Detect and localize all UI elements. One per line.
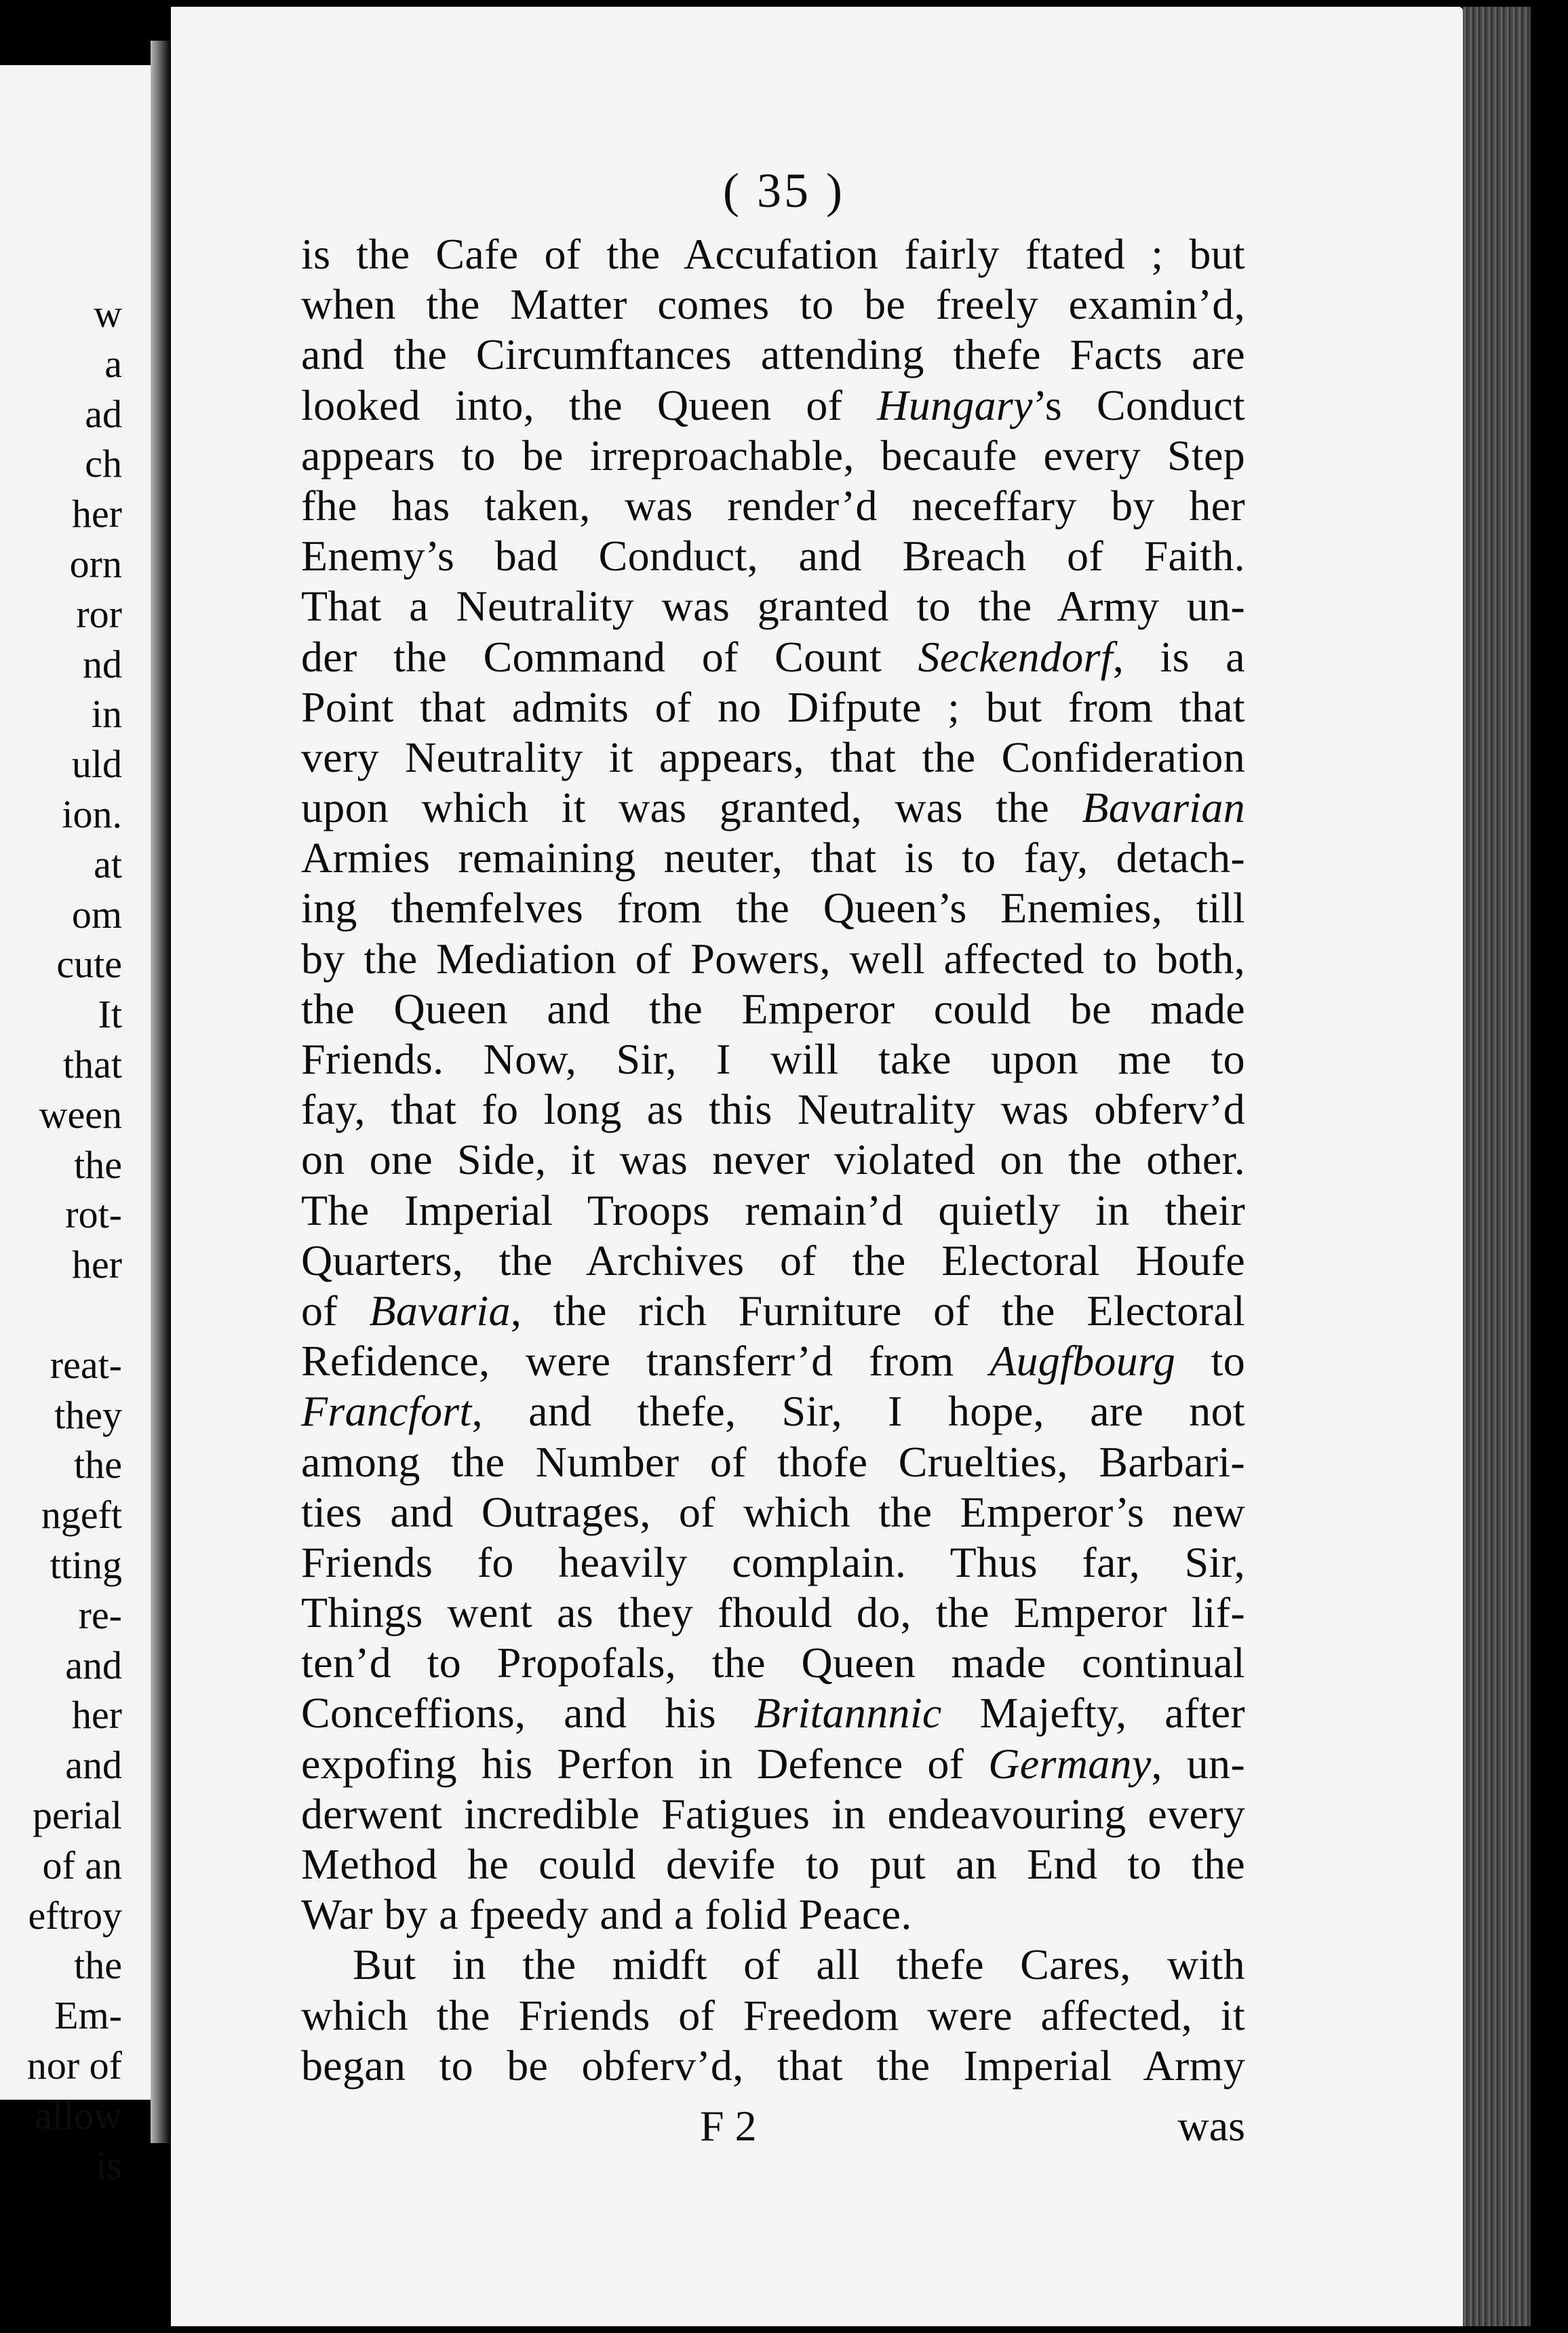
text-line: Point that admits of no Difpute ; but from that bbox=[301, 682, 1245, 731]
text-line: But in the midft of all thefe Cares, with bbox=[353, 1940, 1245, 1989]
text-line: Refidence, were transferr’d from Augfbourg to bbox=[301, 1337, 1245, 1386]
facing-page-line: rot- bbox=[65, 1192, 122, 1237]
gutter-shadow bbox=[151, 41, 171, 2143]
facing-page-line: the bbox=[74, 1943, 122, 1988]
facing-page-line: her bbox=[71, 1693, 122, 1738]
facing-page-line: and bbox=[65, 1743, 122, 1788]
text-line: Quarters, the Archives of the Electoral Houfe bbox=[301, 1236, 1245, 1285]
text-line: looked into, the Queen of Hungary’s Conduct bbox=[301, 380, 1245, 429]
facing-page-line: eftroy bbox=[28, 1893, 122, 1938]
text-line: began to be obferv’d, that the Imperial Army bbox=[301, 2041, 1245, 2090]
facing-page-line: is bbox=[96, 2143, 122, 2188]
facing-page-line: It bbox=[98, 992, 122, 1037]
facing-page-text bbox=[0, 289, 122, 2191]
body-text bbox=[301, 229, 1245, 2091]
facing-page-line: her bbox=[71, 492, 122, 536]
facing-page-line: her bbox=[71, 1242, 122, 1287]
signature-mark: F 2 bbox=[700, 2102, 757, 2150]
page-edges bbox=[1463, 7, 1531, 2326]
facing-page-line: cute bbox=[56, 942, 122, 987]
catchword: was bbox=[1177, 2102, 1245, 2150]
text-line: Armies remaining neuter, that is to fay, detach- bbox=[301, 834, 1245, 882]
facing-page-line: tting bbox=[50, 1542, 122, 1587]
page-footer bbox=[301, 2101, 1245, 2162]
facing-page-line: the bbox=[74, 1443, 122, 1487]
facing-page-line: ngeft bbox=[41, 1493, 122, 1537]
facing-page-fragment bbox=[0, 65, 151, 2188]
text-line: upon which it was granted, was the Bavarian bbox=[301, 783, 1245, 832]
text-line: Conceffions, and his Britannnic Majefty, after bbox=[301, 1689, 1245, 1738]
text-line: when the Matter comes to be freely examin’d, bbox=[301, 280, 1245, 329]
text-line: and the Circumftances attending thefe Facts are bbox=[301, 330, 1245, 379]
text-line: ties and Outrages, of which the Emperor’s new bbox=[301, 1487, 1245, 1536]
text-line: Things went as they fhould do, the Emperor lif- bbox=[301, 1588, 1245, 1637]
facing-page-line: perial bbox=[32, 1792, 122, 1837]
text-line: der the Command of Count Seckendorf, is a bbox=[301, 632, 1245, 681]
facing-page-line: a bbox=[104, 341, 122, 386]
text-line: which the Friends of Freedom were affected, it bbox=[301, 1991, 1245, 2039]
facing-page-line: in bbox=[91, 692, 122, 737]
facing-page-line: uld bbox=[71, 742, 122, 787]
facing-page-line: nor of bbox=[26, 2043, 122, 2087]
text-line: War by a fpeedy and a folid Peace. bbox=[301, 1890, 912, 1939]
facing-page-line: om bbox=[71, 892, 122, 937]
facing-page-line: re- bbox=[78, 1592, 122, 1637]
text-line: ing themfelves from the Queen’s Enemies, till bbox=[301, 884, 1245, 933]
text-line: derwent incredible Fatigues in endeavouring every bbox=[301, 1789, 1245, 1838]
text-line: Method he could devife to put an End to the bbox=[301, 1840, 1245, 1888]
facing-page-line: nd bbox=[83, 642, 122, 686]
text-line: by the Mediation of Powers, well affected to both, bbox=[301, 934, 1245, 983]
text-line: Francfort, and thefe, Sir, I hope, are not bbox=[301, 1387, 1245, 1436]
text-line: That a Neutrality was granted to the Army un- bbox=[301, 582, 1245, 631]
text-line: very Neutrality it appears, that the Confideration bbox=[301, 732, 1245, 781]
facing-page-line: ch bbox=[85, 442, 122, 486]
facing-page-line: allow bbox=[35, 2093, 122, 2138]
facing-page-line: Em- bbox=[54, 1993, 122, 2038]
text-line: fay, that fo long as this Neutrality was obferv’d bbox=[301, 1085, 1245, 1134]
text-line: The Imperial Troops remain’d quietly in their bbox=[301, 1185, 1245, 1234]
facing-page-line: orn bbox=[69, 541, 122, 586]
facing-page-line: they bbox=[54, 1392, 122, 1437]
facing-page-line: ween bbox=[39, 1092, 122, 1137]
text-line: of Bavaria, the rich Furniture of the Electoral bbox=[301, 1286, 1245, 1335]
text-line: ten’d to Propofals, the Queen made continual bbox=[301, 1639, 1245, 1687]
text-line: Friends. Now, Sir, I will take upon me to bbox=[301, 1035, 1245, 1083]
text-line: the Queen and the Emperor could be made bbox=[301, 984, 1245, 1033]
facing-page-line: ion. bbox=[62, 791, 122, 836]
facing-page-line: w bbox=[94, 292, 122, 336]
facing-page-line: ad bbox=[85, 391, 122, 436]
text-line: Enemy’s bad Conduct, and Breach of Faith. bbox=[301, 532, 1245, 581]
facing-page-line: at bbox=[94, 842, 122, 886]
text-line: fhe has taken, was render’d neceffary by her bbox=[301, 481, 1245, 530]
facing-page-line: of an bbox=[42, 1843, 122, 1887]
text-line: is the Cafe of the Accufation fairly ftated ; but bbox=[301, 230, 1245, 278]
facing-page-line bbox=[0, 1290, 122, 1340]
paragraph bbox=[301, 1940, 1245, 2091]
text-line: on one Side, it was never violated on the other. bbox=[301, 1135, 1245, 1184]
text-line: appears to be irreproachable, becaufe every Step bbox=[301, 431, 1245, 479]
facing-page-line: the bbox=[74, 1142, 122, 1187]
facing-page-line: and bbox=[65, 1643, 122, 1687]
facing-page-line: ror bbox=[76, 591, 122, 636]
paragraph bbox=[301, 229, 1245, 1940]
text-line: among the Number of thofe Cruelties, Barbari- bbox=[301, 1437, 1245, 1486]
scan-edge bbox=[1531, 0, 1568, 2333]
text-line: Friends fo heavily complain. Thus far, Sir, bbox=[301, 1537, 1245, 1586]
facing-page-line: that bbox=[63, 1042, 122, 1086]
facing-page-line: reat- bbox=[50, 1342, 122, 1387]
text-line: expofing his Perfon in Defence of Germany, un- bbox=[301, 1739, 1246, 1788]
page-number: ( 35 ) bbox=[723, 163, 845, 218]
